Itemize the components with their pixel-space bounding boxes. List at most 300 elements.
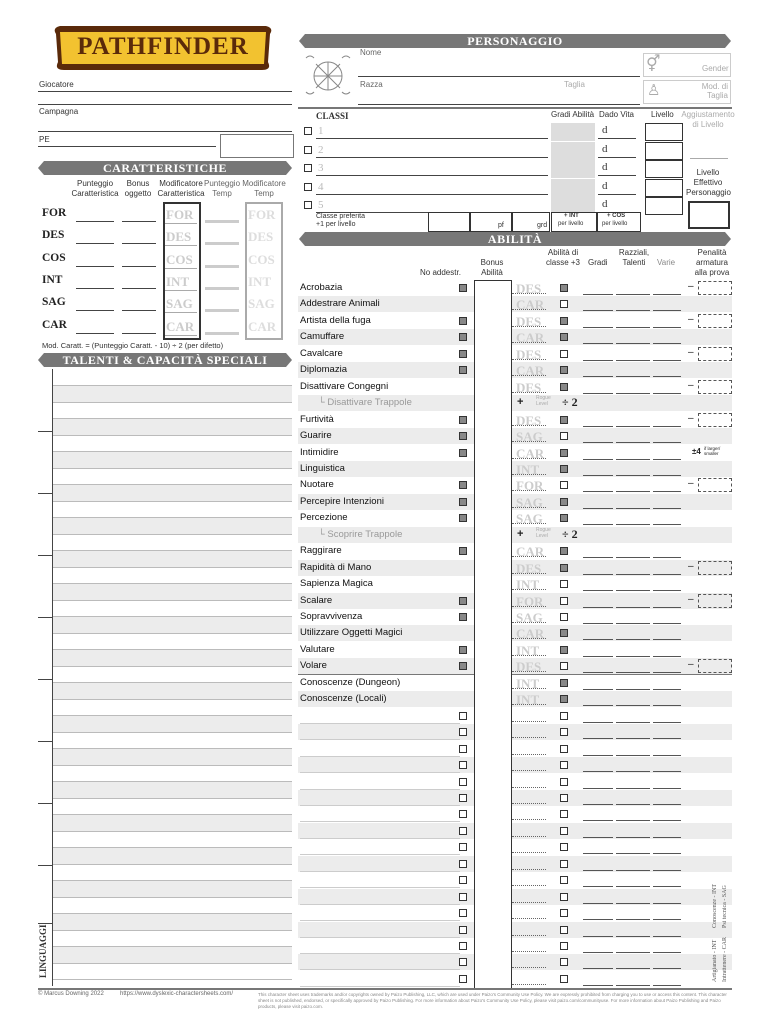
- misc-line[interactable]: [653, 985, 681, 986]
- class-skill-checkbox[interactable]: [560, 350, 568, 358]
- ability-mod-slot[interactable]: [512, 606, 546, 607]
- ranks-line[interactable]: [583, 985, 613, 986]
- ability-mod-slot[interactable]: [512, 655, 546, 656]
- armor-penalty-box[interactable]: [698, 413, 732, 427]
- misc-line[interactable]: [653, 508, 681, 509]
- ranks-line[interactable]: [583, 771, 613, 772]
- ranks-line[interactable]: [583, 327, 613, 328]
- ability-mod-slot[interactable]: [512, 622, 546, 623]
- racial-line[interactable]: [616, 294, 650, 295]
- untrained-checkbox[interactable]: [459, 728, 467, 736]
- ranks-line[interactable]: [583, 853, 613, 854]
- misc-line[interactable]: [653, 557, 681, 558]
- favored-hp-box[interactable]: [428, 212, 470, 232]
- ability-mod-slot[interactable]: [512, 638, 546, 639]
- class-skill-checkbox[interactable]: [560, 712, 568, 720]
- untrained-checkbox[interactable]: [459, 843, 467, 851]
- ability-mod-slot[interactable]: [512, 490, 546, 491]
- ability-score-line[interactable]: [76, 266, 114, 267]
- skill-row[interactable]: [298, 889, 732, 905]
- racial-line[interactable]: [616, 508, 650, 509]
- ranks-line[interactable]: [583, 459, 613, 460]
- racial-line[interactable]: [616, 623, 650, 624]
- ranks-line[interactable]: [583, 820, 613, 821]
- feat-row[interactable]: [53, 633, 292, 649]
- ability-score-line[interactable]: [76, 221, 114, 222]
- racial-line[interactable]: [616, 886, 650, 887]
- ranks-line[interactable]: [583, 607, 613, 608]
- skill-row[interactable]: [298, 576, 732, 592]
- skill-row[interactable]: [298, 609, 732, 625]
- racial-line[interactable]: [616, 442, 650, 443]
- feat-row[interactable]: [53, 749, 292, 765]
- racial-line[interactable]: [616, 459, 650, 460]
- feat-row[interactable]: [53, 765, 292, 781]
- level-adj-line[interactable]: [690, 158, 728, 159]
- racial-line[interactable]: [616, 310, 650, 311]
- ability-mod-slot[interactable]: [512, 309, 546, 310]
- ability-mod-slot[interactable]: [512, 885, 546, 886]
- ability-item-line[interactable]: [122, 333, 156, 334]
- untrained-checkbox[interactable]: [459, 975, 467, 983]
- ranks-line[interactable]: [583, 886, 613, 887]
- skill-row[interactable]: [298, 724, 732, 740]
- ranks-line[interactable]: [583, 952, 613, 953]
- feat-row[interactable]: [53, 617, 292, 633]
- class-skill-checkbox[interactable]: [560, 597, 568, 605]
- misc-line[interactable]: [653, 919, 681, 920]
- ability-score-line[interactable]: [76, 288, 114, 289]
- misc-line[interactable]: [653, 442, 681, 443]
- ranks-line[interactable]: [583, 623, 613, 624]
- racial-line[interactable]: [616, 656, 650, 657]
- misc-line[interactable]: [653, 804, 681, 805]
- skill-row[interactable]: [298, 527, 732, 543]
- racial-line[interactable]: [616, 590, 650, 591]
- skill-row[interactable]: [298, 922, 732, 938]
- skill-row[interactable]: [298, 625, 732, 641]
- skill-row[interactable]: [298, 477, 732, 493]
- ability-mod-slot[interactable]: [512, 967, 546, 968]
- class-level-box[interactable]: [645, 123, 683, 141]
- racial-line[interactable]: [616, 426, 650, 427]
- misc-line[interactable]: [653, 459, 681, 460]
- ability-item-line[interactable]: [122, 221, 156, 222]
- racial-line[interactable]: [616, 722, 650, 723]
- custom-skill-line[interactable]: [300, 986, 460, 987]
- ranks-line[interactable]: [583, 475, 613, 476]
- ability-mod-slot[interactable]: [512, 803, 546, 804]
- racial-line[interactable]: [616, 755, 650, 756]
- skill-row[interactable]: [298, 905, 732, 921]
- ranks-line[interactable]: [583, 557, 613, 558]
- feat-row[interactable]: [53, 452, 292, 468]
- feat-row[interactable]: [53, 782, 292, 798]
- feat-row[interactable]: [53, 831, 292, 847]
- class-row-checkbox[interactable]: [304, 164, 312, 172]
- armor-penalty-box[interactable]: [698, 659, 732, 673]
- ability-temp-line[interactable]: [205, 242, 239, 245]
- ability-mod-slot[interactable]: [512, 951, 546, 952]
- class-skill-checkbox[interactable]: [560, 695, 568, 703]
- untrained-checkbox[interactable]: [459, 778, 467, 786]
- ability-item-line[interactable]: [122, 288, 156, 289]
- ranks-line[interactable]: [583, 343, 613, 344]
- racial-line[interactable]: [616, 327, 650, 328]
- armor-penalty-box[interactable]: [698, 347, 732, 361]
- feat-row[interactable]: [53, 699, 292, 715]
- racial-line[interactable]: [616, 491, 650, 492]
- skill-row[interactable]: [298, 296, 732, 312]
- hit-die-line[interactable]: [598, 194, 636, 195]
- feat-row[interactable]: [53, 683, 292, 699]
- feat-row[interactable]: [53, 402, 292, 418]
- skill-row[interactable]: [298, 691, 732, 707]
- skill-row[interactable]: [298, 741, 732, 757]
- ranks-line[interactable]: [583, 574, 613, 575]
- misc-line[interactable]: [653, 771, 681, 772]
- ability-mod-slot[interactable]: [512, 754, 546, 755]
- ability-mod-slot[interactable]: [512, 819, 546, 820]
- class-ranks-box[interactable]: [551, 179, 595, 197]
- ability-mod-slot[interactable]: [512, 342, 546, 343]
- misc-line[interactable]: [653, 870, 681, 871]
- feat-row[interactable]: [53, 485, 292, 501]
- class-skill-checkbox[interactable]: [560, 481, 568, 489]
- class-ranks-box[interactable]: [551, 142, 595, 160]
- class-skill-checkbox[interactable]: [560, 794, 568, 802]
- ability-mod-slot[interactable]: [512, 474, 546, 475]
- class-skill-checkbox[interactable]: [560, 366, 568, 374]
- skill-row[interactable]: [298, 280, 732, 296]
- untrained-checkbox[interactable]: [459, 926, 467, 934]
- feat-row[interactable]: [53, 468, 292, 484]
- feat-row[interactable]: [53, 584, 292, 600]
- skill-row[interactable]: [298, 774, 732, 790]
- feat-row[interactable]: [53, 567, 292, 583]
- ranks-line[interactable]: [583, 705, 613, 706]
- feat-row[interactable]: [53, 435, 292, 451]
- racial-line[interactable]: [616, 343, 650, 344]
- feat-row[interactable]: [53, 666, 292, 682]
- class-skill-checkbox[interactable]: [560, 827, 568, 835]
- feat-row[interactable]: [53, 386, 292, 402]
- class-row-checkbox[interactable]: [304, 127, 312, 135]
- feat-row[interactable]: [53, 897, 292, 913]
- ability-mod-slot[interactable]: [512, 359, 546, 360]
- class-skill-checkbox[interactable]: [560, 416, 568, 424]
- untrained-checkbox[interactable]: [459, 810, 467, 818]
- ranks-line[interactable]: [583, 442, 613, 443]
- ranks-line[interactable]: [583, 491, 613, 492]
- ranks-line[interactable]: [583, 508, 613, 509]
- feat-row[interactable]: [53, 369, 292, 385]
- racial-line[interactable]: [616, 475, 650, 476]
- ranks-line[interactable]: [583, 689, 613, 690]
- ranks-line[interactable]: [583, 426, 613, 427]
- feat-row[interactable]: [53, 419, 292, 435]
- misc-line[interactable]: [653, 722, 681, 723]
- skill-row[interactable]: [298, 560, 732, 576]
- skill-row[interactable]: [298, 757, 732, 773]
- racial-line[interactable]: [616, 903, 650, 904]
- racial-line[interactable]: [616, 853, 650, 854]
- ability-score-line[interactable]: [76, 333, 114, 334]
- class-row-checkbox[interactable]: [304, 183, 312, 191]
- racial-line[interactable]: [616, 919, 650, 920]
- ranks-line[interactable]: [583, 968, 613, 969]
- skill-row[interactable]: [298, 658, 732, 674]
- racial-line[interactable]: [616, 393, 650, 394]
- class-skill-checkbox[interactable]: [560, 300, 568, 308]
- skill-row[interactable]: [298, 395, 732, 411]
- class-skill-checkbox[interactable]: [560, 662, 568, 670]
- ranks-line[interactable]: [583, 294, 613, 295]
- racial-line[interactable]: [616, 376, 650, 377]
- feat-row[interactable]: [53, 600, 292, 616]
- armor-penalty-box[interactable]: [698, 314, 732, 328]
- class-skill-checkbox[interactable]: [560, 465, 568, 473]
- misc-line[interactable]: [653, 327, 681, 328]
- ranks-line[interactable]: [583, 903, 613, 904]
- class-level-box[interactable]: [645, 160, 683, 178]
- skill-row[interactable]: [298, 362, 732, 378]
- untrained-checkbox[interactable]: [459, 860, 467, 868]
- class-skill-checkbox[interactable]: [560, 333, 568, 341]
- untrained-checkbox[interactable]: [459, 876, 467, 884]
- racial-line[interactable]: [616, 837, 650, 838]
- racial-line[interactable]: [616, 804, 650, 805]
- misc-line[interactable]: [653, 376, 681, 377]
- misc-line[interactable]: [653, 524, 681, 525]
- ranks-line[interactable]: [583, 722, 613, 723]
- skill-row[interactable]: [298, 428, 732, 444]
- ecl-box[interactable]: [688, 201, 730, 229]
- ability-mod-slot[interactable]: [512, 523, 546, 524]
- ability-mod-slot[interactable]: [512, 836, 546, 837]
- class-skill-checkbox[interactable]: [560, 383, 568, 391]
- class-level-box[interactable]: [645, 142, 683, 160]
- class-skill-checkbox[interactable]: [560, 317, 568, 325]
- untrained-checkbox[interactable]: [459, 712, 467, 720]
- racial-line[interactable]: [616, 968, 650, 969]
- class-name-line[interactable]: [316, 157, 548, 158]
- misc-line[interactable]: [653, 574, 681, 575]
- ability-item-line[interactable]: [122, 310, 156, 311]
- misc-line[interactable]: [653, 837, 681, 838]
- racial-line[interactable]: [616, 771, 650, 772]
- class-row-checkbox[interactable]: [304, 201, 312, 209]
- skill-row[interactable]: [298, 675, 732, 691]
- misc-line[interactable]: [653, 623, 681, 624]
- racial-line[interactable]: [616, 689, 650, 690]
- class-name-line[interactable]: [316, 194, 548, 195]
- class-skill-checkbox[interactable]: [560, 646, 568, 654]
- class-skill-checkbox[interactable]: [560, 449, 568, 457]
- ability-item-line[interactable]: [122, 243, 156, 244]
- skill-row[interactable]: [298, 461, 732, 477]
- ranks-line[interactable]: [583, 755, 613, 756]
- skill-row[interactable]: [298, 806, 732, 822]
- class-skill-checkbox[interactable]: [560, 728, 568, 736]
- ability-mod-slot[interactable]: [512, 852, 546, 853]
- racial-line[interactable]: [616, 870, 650, 871]
- class-skill-checkbox[interactable]: [560, 514, 568, 522]
- class-row-checkbox[interactable]: [304, 146, 312, 154]
- ability-mod-slot[interactable]: [512, 935, 546, 936]
- misc-line[interactable]: [653, 886, 681, 887]
- ability-temp-line[interactable]: [205, 309, 239, 312]
- feat-row[interactable]: [53, 815, 292, 831]
- favored-pf-box[interactable]: [470, 212, 512, 232]
- class-skill-checkbox[interactable]: [560, 580, 568, 588]
- untrained-checkbox[interactable]: [459, 909, 467, 917]
- skill-row[interactable]: [298, 543, 732, 559]
- misc-line[interactable]: [653, 426, 681, 427]
- feat-row[interactable]: [53, 881, 292, 897]
- class-name-line[interactable]: [316, 175, 548, 176]
- misc-line[interactable]: [653, 294, 681, 295]
- ability-mod-slot[interactable]: [512, 392, 546, 393]
- racial-line[interactable]: [616, 524, 650, 525]
- hit-die-line[interactable]: [598, 138, 636, 139]
- ability-mod-slot[interactable]: [512, 984, 546, 985]
- misc-line[interactable]: [653, 475, 681, 476]
- ability-mod-slot[interactable]: [512, 293, 546, 294]
- skill-row[interactable]: [298, 872, 732, 888]
- racial-line[interactable]: [616, 360, 650, 361]
- racial-line[interactable]: [616, 607, 650, 608]
- class-name-line[interactable]: [316, 138, 548, 139]
- skill-row[interactable]: [298, 971, 732, 987]
- player-line[interactable]: [38, 91, 292, 92]
- skill-row[interactable]: [298, 790, 732, 806]
- ability-mod-slot[interactable]: [512, 507, 546, 508]
- feat-row[interactable]: [53, 798, 292, 814]
- ability-temp-line[interactable]: [205, 220, 239, 223]
- skill-row[interactable]: [298, 494, 732, 510]
- feat-row[interactable]: [53, 963, 292, 979]
- racial-line[interactable]: [616, 705, 650, 706]
- racial-line[interactable]: [616, 738, 650, 739]
- class-skill-checkbox[interactable]: [560, 958, 568, 966]
- untrained-checkbox[interactable]: [459, 761, 467, 769]
- armor-penalty-box[interactable]: [698, 478, 732, 492]
- skill-row[interactable]: [298, 379, 732, 395]
- ranks-line[interactable]: [583, 590, 613, 591]
- ability-score-line[interactable]: [76, 243, 114, 244]
- feat-row[interactable]: [53, 518, 292, 534]
- ranks-line[interactable]: [583, 837, 613, 838]
- ability-mod-slot[interactable]: [512, 556, 546, 557]
- class-skill-checkbox[interactable]: [560, 860, 568, 868]
- misc-line[interactable]: [653, 491, 681, 492]
- misc-line[interactable]: [653, 788, 681, 789]
- ability-item-line[interactable]: [122, 266, 156, 267]
- misc-line[interactable]: [653, 738, 681, 739]
- untrained-checkbox[interactable]: [459, 827, 467, 835]
- class-level-box[interactable]: [645, 197, 683, 215]
- racial-line[interactable]: [616, 985, 650, 986]
- misc-line[interactable]: [653, 656, 681, 657]
- misc-line[interactable]: [653, 820, 681, 821]
- ranks-line[interactable]: [583, 639, 613, 640]
- ability-temp-line[interactable]: [205, 287, 239, 290]
- misc-line[interactable]: [653, 343, 681, 344]
- xp-line[interactable]: [38, 146, 216, 147]
- ranks-line[interactable]: [583, 393, 613, 394]
- class-skill-checkbox[interactable]: [560, 761, 568, 769]
- racial-line[interactable]: [616, 820, 650, 821]
- ranks-line[interactable]: [583, 788, 613, 789]
- ability-mod-slot[interactable]: [512, 573, 546, 574]
- feat-row[interactable]: [53, 848, 292, 864]
- feat-row[interactable]: [53, 930, 292, 946]
- class-skill-checkbox[interactable]: [560, 893, 568, 901]
- armor-penalty-box[interactable]: [698, 561, 732, 575]
- ability-mod-slot[interactable]: [512, 441, 546, 442]
- name-line[interactable]: [358, 76, 640, 77]
- class-skill-checkbox[interactable]: [560, 843, 568, 851]
- misc-line[interactable]: [653, 936, 681, 937]
- misc-line[interactable]: [653, 903, 681, 904]
- ability-mod-slot[interactable]: [512, 869, 546, 870]
- ranks-line[interactable]: [583, 870, 613, 871]
- skill-row[interactable]: [298, 445, 732, 461]
- misc-line[interactable]: [653, 705, 681, 706]
- untrained-checkbox[interactable]: [459, 893, 467, 901]
- armor-penalty-box[interactable]: [698, 380, 732, 394]
- ability-mod-slot[interactable]: [512, 688, 546, 689]
- campaign-line[interactable]: [38, 131, 292, 132]
- hit-die-line[interactable]: [598, 157, 636, 158]
- misc-line[interactable]: [653, 689, 681, 690]
- racial-line[interactable]: [616, 639, 650, 640]
- ability-mod-slot[interactable]: [512, 721, 546, 722]
- misc-line[interactable]: [653, 853, 681, 854]
- ability-temp-line[interactable]: [205, 332, 239, 335]
- skill-row[interactable]: [298, 593, 732, 609]
- skill-row[interactable]: [298, 510, 732, 526]
- skill-row[interactable]: [298, 954, 732, 970]
- armor-penalty-box[interactable]: [698, 281, 732, 295]
- class-skill-checkbox[interactable]: [560, 547, 568, 555]
- ranks-line[interactable]: [583, 376, 613, 377]
- ranks-line[interactable]: [583, 919, 613, 920]
- hit-die-line[interactable]: [598, 175, 636, 176]
- class-skill-checkbox[interactable]: [560, 975, 568, 983]
- racial-line[interactable]: [616, 788, 650, 789]
- class-ranks-box[interactable]: [551, 160, 595, 178]
- feat-row[interactable]: [53, 534, 292, 550]
- ranks-line[interactable]: [583, 738, 613, 739]
- class-ranks-box[interactable]: [551, 123, 595, 141]
- feat-row[interactable]: [53, 650, 292, 666]
- class-skill-checkbox[interactable]: [560, 909, 568, 917]
- misc-line[interactable]: [653, 952, 681, 953]
- ability-mod-slot[interactable]: [512, 918, 546, 919]
- misc-line[interactable]: [653, 590, 681, 591]
- feat-row[interactable]: [53, 864, 292, 880]
- skill-row[interactable]: [298, 823, 732, 839]
- feat-row[interactable]: [53, 716, 292, 732]
- ability-temp-line[interactable]: [205, 265, 239, 268]
- ranks-line[interactable]: [583, 524, 613, 525]
- racial-line[interactable]: [616, 574, 650, 575]
- misc-line[interactable]: [653, 968, 681, 969]
- misc-line[interactable]: [653, 360, 681, 361]
- untrained-checkbox[interactable]: [459, 958, 467, 966]
